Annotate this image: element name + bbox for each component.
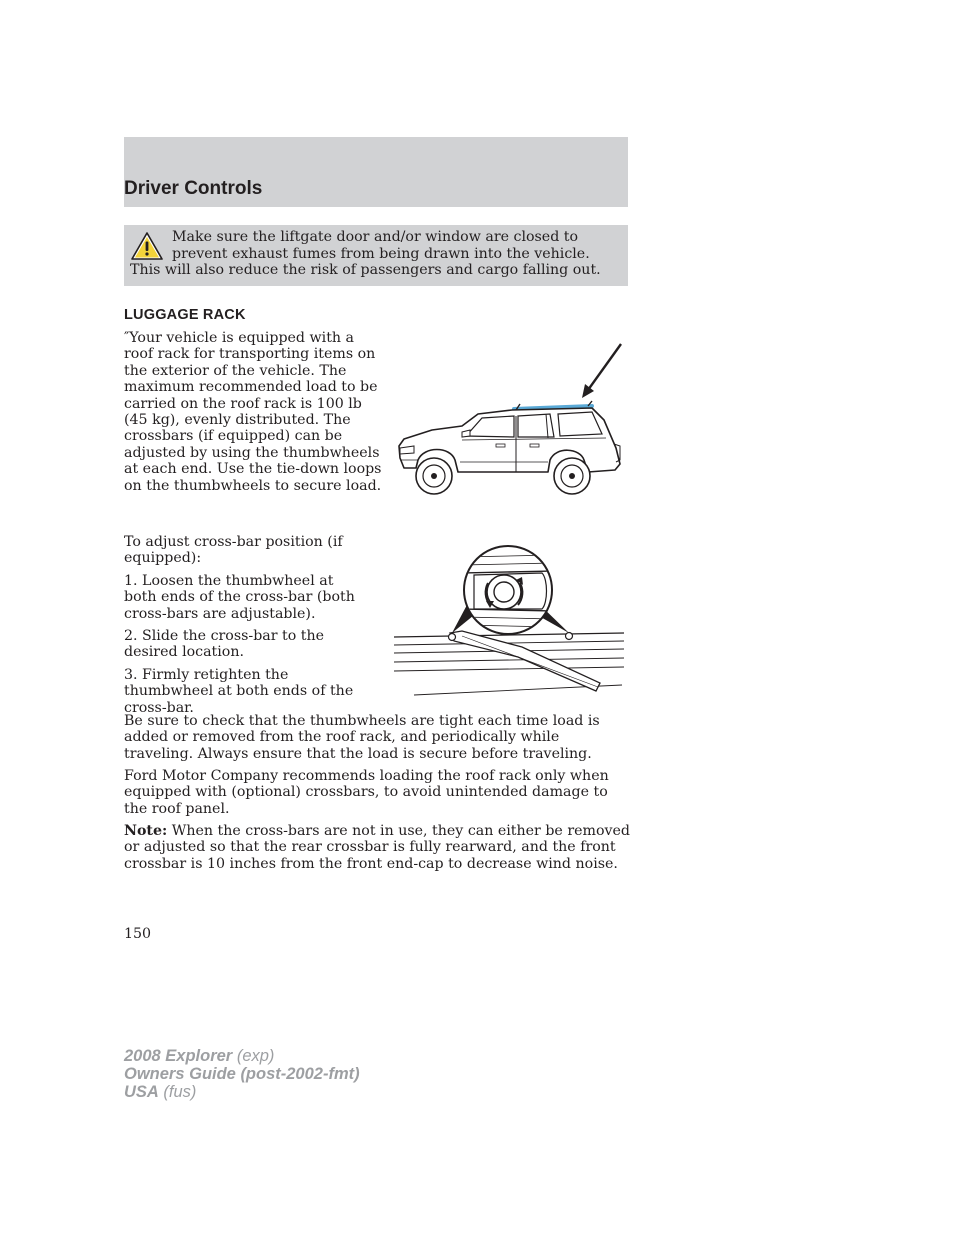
recommend-crossbars-text: Ford Motor Company recommends loading the roof rack only when equipped with (optional) crossbars, to avoid unintended damage to the roof panel. xyxy=(124,768,609,817)
luggage-rack-intro: ″Your vehicle is equipped with a roof rack for transporting items on the exterior of the vehicle. The maximum recommended load to be carried on the roof rack is 100 lb (45 kg), evenly distributed. The crossbars (if equipped) can be adjusted by using the thumbwheels at each end. Use the tie-down loops on the thumbwheels to secure load. xyxy=(124,330,382,494)
footer-market-code: (fus) xyxy=(158,1083,197,1101)
footer-market: USA xyxy=(124,1083,159,1101)
crossbar-thumbwheel-illustration xyxy=(392,535,628,701)
document-footer xyxy=(124,1047,360,1101)
adjust-step-2: 2. Slide the cross-bar to the desired location. xyxy=(124,628,325,661)
warning-box xyxy=(124,225,628,286)
page-number: 150 xyxy=(124,926,152,942)
warning-triangle-icon xyxy=(130,231,164,261)
section-title: Driver Controls xyxy=(124,178,263,199)
note-text: When the cross-bars are not in use, they can either be removed or adjusted so that the rear crossbar is fully rearward, and the front crossbar is 10 inches from the front end-cap to decrease wind noise. xyxy=(124,823,630,872)
adjust-intro: To adjust cross-bar position (if equipped): xyxy=(124,534,343,567)
warning-text: Make sure the liftgate door and/or window are closed to prevent exhaust fumes from being drawn into the vehicle. This will also reduce the risk of passengers and cargo falling out. xyxy=(130,229,601,278)
check-thumbwheels-text: Be sure to check that the thumbwheels are tight each time load is added or removed from the roof rack, and periodically while traveling. Always ensure that the load is secure before traveling. xyxy=(124,713,600,762)
footer-guide: Owners Guide (post-2002-fmt) xyxy=(124,1065,360,1083)
adjust-step-1: 1. Loosen the thumbwheel at both ends of the cross-bar (both cross-bars are adjustable). xyxy=(124,573,355,622)
note-paragraph xyxy=(124,823,630,872)
note-label: Note: xyxy=(124,823,168,839)
adjust-step-3: 3. Firmly retighten the thumbwheel at both ends of the cross-bar. xyxy=(124,667,354,716)
footer-model-code: (exp) xyxy=(232,1047,275,1065)
footer-model: 2008 Explorer xyxy=(124,1047,233,1065)
vehicle-roof-rack-illustration xyxy=(392,340,628,500)
luggage-rack-heading: LUGGAGE RACK xyxy=(124,307,246,323)
